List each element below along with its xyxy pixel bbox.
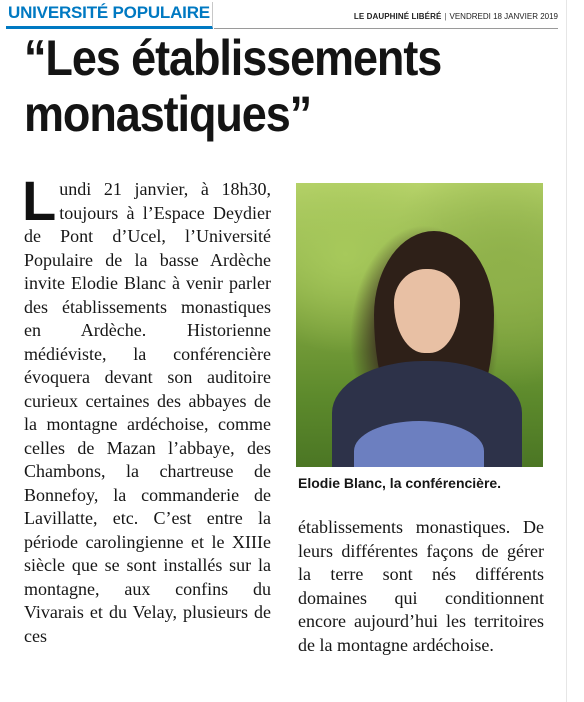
section-rubric [6,2,213,29]
column-1-text: undi 21 janvier, à 18h30, toujours à l’Espace Deydier de Pont d’Ucel, l’Université Populaire de la basse Ardèche invite Elodie Blanc à venir parler des établissements monastiques en Ardèche. Historienne médiéviste, la conférencière évoquera devant son auditoire curieux certaines des abbayes de la montagne ardéchoise, comme celles de Mazan l’abbaye, des Chambons, la chartreuse de Bonnefoy, la commanderie de Lavillatte, etc. C’est entre la période carolingienne et le XIIIe siècle que se sont installés sur la montagne, aux confins du Vivarais et du Velay, plusieurs de ces [24,179,271,646]
publication-date: VENDREDI 18 JANVIER 2019 [449,12,558,21]
headline-line-1: “Les établissements [24,30,442,86]
header-rule [214,28,558,29]
article-column-2 [298,516,544,657]
portrait-photo [296,183,543,467]
drop-cap: L [22,169,57,232]
page-edge-rule [566,0,567,702]
masthead [354,12,558,21]
rubric-label: UNIVERSITÉ POPULAIRE [8,3,210,22]
masthead-separator: | [444,12,447,21]
headline-line-2: monastiques” [24,86,312,142]
newspaper-name: LE DAUPHINÉ LIBÉRÉ [353,12,442,21]
article-column-1 [22,169,271,648]
article-headline [24,30,510,142]
photo-caption: Elodie Blanc, la conférencière. [298,475,502,491]
column-2-text: établissements monastiques. De leurs différentes façons de gérer la terre sont nés différents domaines qui conditionnent encore aujourd’hui les territoires de la montagne ardéchoise. [298,517,544,655]
